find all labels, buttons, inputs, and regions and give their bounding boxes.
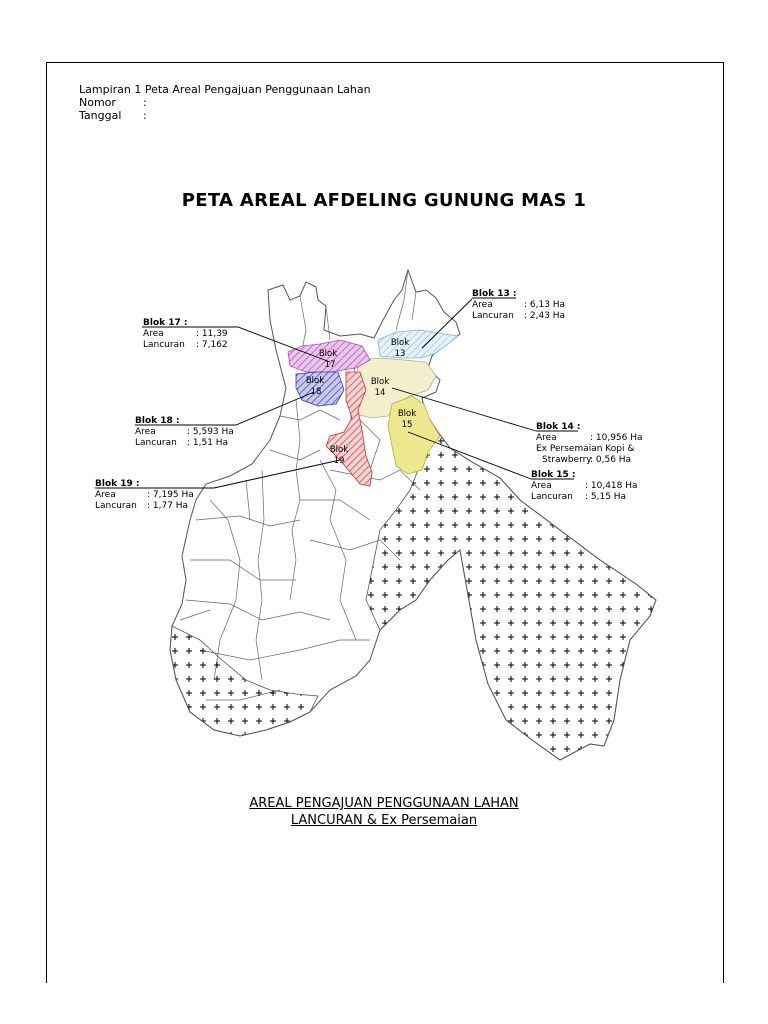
blok-15-area-label: Area bbox=[531, 481, 552, 491]
legend-blok-17 bbox=[143, 318, 228, 350]
legend-blok-14 bbox=[536, 422, 643, 465]
blok-13-heading: Blok 13 : bbox=[472, 289, 517, 299]
map-label-15a: Blok bbox=[397, 409, 417, 419]
blok-17-lancuran-label: Lancuran bbox=[143, 340, 185, 350]
blok-13-area-label: Area bbox=[472, 300, 493, 310]
blok-19-heading: Blok 19 : bbox=[95, 479, 140, 489]
map-label-14b: 14 bbox=[374, 388, 386, 398]
nomor-label: Nomor bbox=[79, 96, 116, 109]
map-label-19b: 19 bbox=[333, 456, 345, 466]
blok-14-extra2-label: Strawberry bbox=[542, 455, 592, 465]
blok-13-lancuran-value: : 2,43 Ha bbox=[524, 311, 566, 321]
blok-13-area-value: : 6,13 Ha bbox=[524, 300, 566, 310]
blok-19-lancuran-value: : 1,77 Ha bbox=[147, 501, 189, 511]
tanggal-label: Tanggal bbox=[79, 109, 122, 122]
header-line: Lampiran 1 Peta Areal Pengajuan Penggunaan Lahan bbox=[79, 83, 371, 96]
caption-text-2: LANCURAN & Ex Persemaian bbox=[290, 813, 478, 828]
map-label-19a: Blok bbox=[329, 445, 349, 455]
blok-14-area-value: : 10,956 Ha bbox=[590, 433, 643, 443]
blok-17-heading: Blok 17 : bbox=[143, 318, 188, 328]
blok-19-area-value: : 7,195 Ha bbox=[147, 490, 194, 500]
caption-line-2 bbox=[0, 813, 768, 828]
blok-15-area-value: : 10,418 Ha bbox=[585, 481, 638, 491]
blok-18-area-value: : 5,593 Ha bbox=[187, 427, 234, 437]
blok-17-area-value: : 11,39 bbox=[196, 329, 228, 339]
blok-19-lancuran-label: Lancuran bbox=[95, 501, 137, 511]
legend-blok-13 bbox=[472, 289, 565, 321]
blok-15-lancuran-value: : 5,15 Ha bbox=[585, 492, 627, 502]
blok-15-heading: Blok 15 : bbox=[531, 470, 576, 480]
map-label-17a: Blok bbox=[318, 349, 338, 359]
nomor-value: : bbox=[143, 96, 147, 109]
caption-line-1 bbox=[0, 796, 768, 811]
blok-18-lancuran-value: : 1,51 Ha bbox=[187, 438, 229, 448]
blok-14-area-label: Area bbox=[536, 433, 557, 443]
blok-14-extra1: Ex Persemaian Kopi & bbox=[536, 444, 635, 454]
map-label-13a: Blok bbox=[390, 338, 410, 348]
legend-blok-15 bbox=[531, 470, 638, 502]
map-label-18a: Blok bbox=[305, 376, 325, 386]
blok-17-lancuran-value: : 7,162 bbox=[196, 340, 228, 350]
blok-14-heading: Blok 14 : bbox=[536, 422, 581, 432]
map-label-17b: 17 bbox=[324, 360, 336, 370]
blok-14-extra2-value: : 0,56 Ha bbox=[590, 455, 632, 465]
map-label-18b: 18 bbox=[310, 387, 322, 397]
blok-18-heading: Blok 18 : bbox=[135, 416, 180, 426]
map-label-13b: 13 bbox=[394, 349, 406, 359]
map-label-14a: Blok bbox=[370, 377, 390, 387]
blok-18-area-label: Area bbox=[135, 427, 156, 437]
blok-19-area-label: Area bbox=[95, 490, 116, 500]
map-label-15b: 15 bbox=[401, 420, 413, 430]
blok-13-lancuran-label: Lancuran bbox=[472, 311, 514, 321]
tanggal-value: : bbox=[143, 109, 147, 122]
legend-blok-19 bbox=[95, 479, 194, 511]
blok-17-area-label: Area bbox=[143, 329, 164, 339]
blok-18-lancuran-label: Lancuran bbox=[135, 438, 177, 448]
blok-15-lancuran-label: Lancuran bbox=[531, 492, 573, 502]
map-title: PETA AREAL AFDELING GUNUNG MAS 1 bbox=[181, 190, 587, 211]
caption-text-1: AREAL PENGAJUAN PENGGUNAAN LAHAN bbox=[249, 796, 519, 811]
legend-blok-18 bbox=[135, 416, 234, 448]
